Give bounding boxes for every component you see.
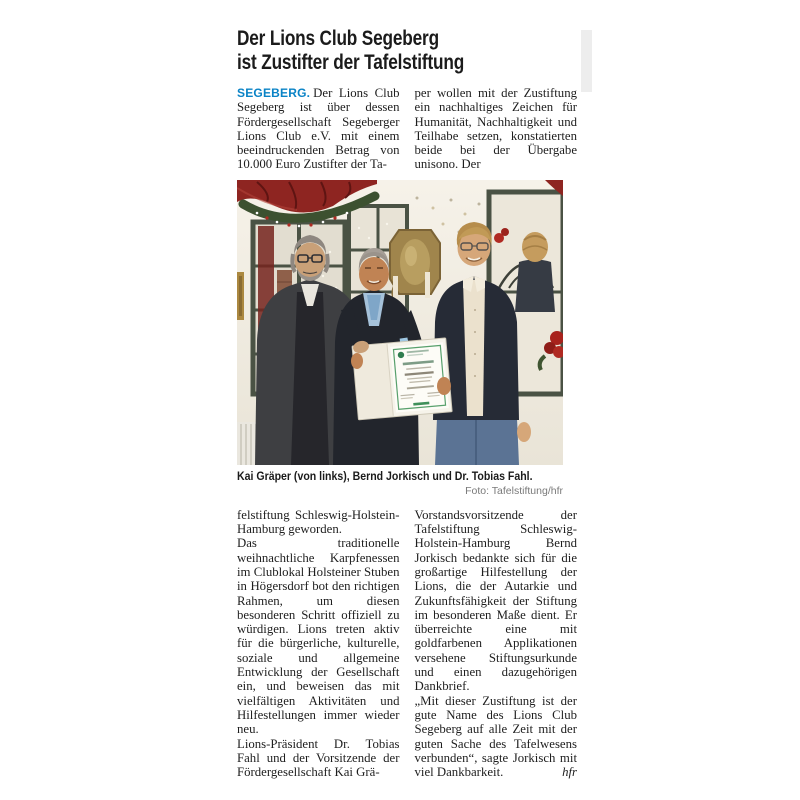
paragraph: Das traditionelle weihnachtliche Karpfenessen im Clublokal Holsteiner Stuben in Högersdorf bot den richtigen Rahmen, um diesen besonderen Schritt offiziell zu würdigen. Lions treten aktiv für die bürgerliche, kulturelle, soziale und allgemeine Entwicklung der Gesellschaft ein, und beweisen das mit vielfältigen Aktivitäten und Hilfestellungen immer wieder neu.: [237, 536, 400, 737]
intro-column-right: [415, 86, 578, 172]
photo-credit: Foto: Tafelstiftung/hfr: [465, 484, 563, 497]
paragraph: Vorstandsvorsitzende der Tafelstiftung Schleswig-Holstein-Hamburg Bernd Jorkisch bedankte sich für die großartige Hilfestellung der Lions, die der Autarkie und Zukunftsfähigkeit der Stiftung im besonderen Maße dient. Er überreichte eine mit goldfarbenen Applikationen versehene Stiftungsurkunde und einen dazugehörigen Dankbrief.: [414, 507, 577, 694]
headline-line-2: ist Zustifter der Tafelstiftung: [237, 51, 465, 74]
intro-columns: [237, 86, 577, 172]
newspaper-article: [237, 27, 577, 779]
intro-column-left: [237, 86, 400, 172]
closing-quote-text: „Mit dieser Zustiftung ist der gute Name des Lions Club Segeberg auf alle Zeit mit der guten Sache des Tafelwesens verbunden“, sagte Jorkisch mit viel Dankbarkeit.: [414, 693, 577, 780]
wall-sconce: [390, 230, 440, 300]
headline-line-1: Der Lions Club Segeberg: [237, 27, 439, 50]
body-columns: [237, 508, 577, 780]
scan-edge-artifact: [581, 30, 592, 92]
article-photo: [237, 180, 563, 465]
paragraph-with-byline: [415, 694, 578, 780]
intro-right-text: per wollen mit der Zustiftung ein nachhaltiges Zeichen für Humanität, Nachhaltigkeit und Teilhabe setzen, konstatierten beide bei der Übergabe unisono. Der: [414, 86, 577, 172]
headline: [237, 27, 577, 75]
photo-block: [237, 180, 563, 498]
kicker-segeberg: SEGEBERG.: [237, 86, 311, 100]
paragraph: Lions-Präsident Dr. Tobias Fahl und der Vorsitzende der Fördergesellschaft Kai Grä-: [237, 736, 400, 780]
photo-caption: Kai Gräper (von links), Bernd Jorkisch und Dr. Tobias Fahl.: [237, 468, 533, 483]
certificate: [352, 338, 452, 420]
body-column-left: [237, 508, 400, 780]
author-byline: hfr: [562, 765, 577, 780]
picture-frame-edge: [237, 272, 244, 320]
body-column-right: [415, 508, 578, 780]
intro-left-text: Der Lions Club Segeberg ist über dessen Fördergesellschaft Segeberger Lions Club e.V. mit einem beeindruckenden Betrag von 10.000 Euro Zustifter der Ta-: [237, 86, 400, 172]
paragraph: felstiftung Schleswig-Holstein-Hamburg geworden.: [237, 507, 400, 537]
